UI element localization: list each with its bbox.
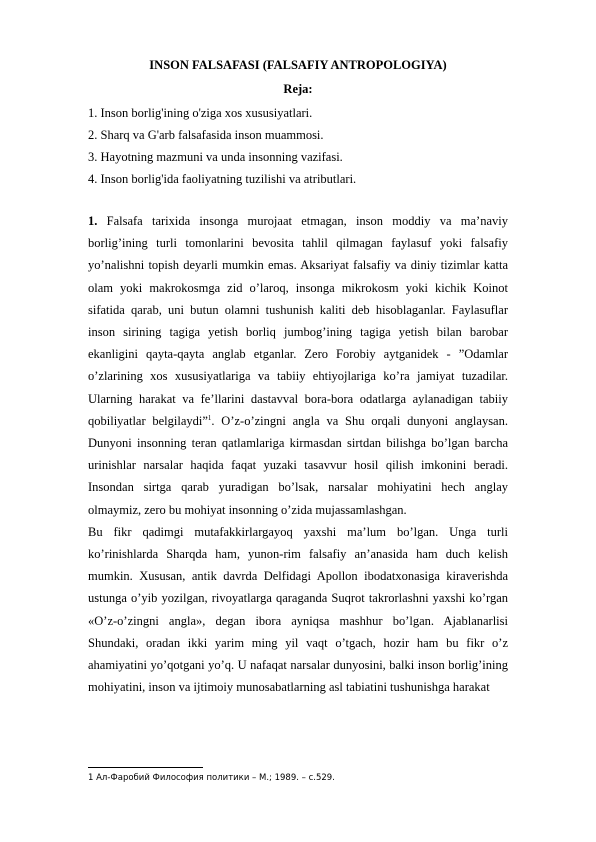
plan-item: 2. Sharq va G'arb falsafasida inson muammosi. <box>88 128 324 142</box>
plan-heading: Reja: <box>283 82 313 96</box>
paragraph-1-text-b: . O’z-o’zingni angla va Shu orqali dunyoni anglaysan. Dunyoni insonning teran qatlamlariga kirmasdan sirtdan bilishga bo’lgan barcha urinishlar narsalar haqida faqat yuzaki tasavvur hosil qilish imkonini beradi. Insondan sirtga qarab yuradigan bo’lsak, narsalar mohiyatini hech anglay olmaymiz, zero bu mohiyat insonning o’zida mujassamlashgan. <box>88 413 508 517</box>
plan-item: 1. Inson borlig'ining o'ziga xos xususiyatlari. <box>88 106 313 120</box>
body-paragraph-2: Bu fikr qadimgi mutafakkirlargayoq yaxshi ma’lum bo’lgan. Unga turli ko’rinishlarda Sharqda ham, yunon-rim falsafiy an’anasida ham duch kelish mumkin. Xususan, antik davrda Delfidagi Apollon ibodatxonasiga kiraverishda ustunga o’yib yozilgan, rivoyatlarga qaraganda Suqrot takrorlashni yaxshi ko’rgan «O’z-o’zingni angla», degan ibora ayniqsa mashhur bo’lgan. Ajablanarlisi Shundaki, oradan ikki yarim ming yil vaqt o’tgach, hozir ham bu fikr o’z ahamiyatini yo’qotgani yo’q. U nafaqat narsalar dunyosini, balki inson borlig’ining mohiyatini, inson va ijtimoiy munosabatlarning asl tabiatini tushunishga harakat <box>88 524 508 695</box>
paragraph-1-text-a: Falsafa tarixida insonga murojaat etmagan, inson moddiy va ma’naviy borlig’ining turli tomonlarini bevosita tahlil qilmagan faylasuf yoki falsafiy yo’nalishni topish deyarli mumkin emas. Aksariyat falsafiy va diniy tizimlar katta olam yoki makrokosmga zid o’laroq, insonga mikrokosm yoki kichik Koinot sifatida qarab, uni butun olamni tushunish kaliti deb hisoblaganlar. Faylasuflar inson sirining tagiga yetish borliq jumbog’ining tagiga yetish bilan barobar ekanligini qayta-qayta anglab etganlar. Zero Forobiy aytganidek - ”Odamlar o’zlarining xos xususiyatlariga va tabiiy ehtiyojlariga ko’ra jamiyat tuzadilar. Ularning harakat va fe’llarini dastavval bora-bora odatlarga aylanadigan tabiiy qobiliyatlar belgilaydi” <box>88 214 508 428</box>
document-page <box>88 56 508 698</box>
plan-list <box>88 102 508 190</box>
plan-item: 3. Hayotning mazmuni va unda insonning vazifasi. <box>88 150 343 164</box>
section-number: 1. <box>88 214 98 228</box>
footnote-text: 1 Ал-Фаробий Философия политики – М.; 1989. – с.529. <box>88 773 335 783</box>
body-paragraph-1 <box>88 210 508 521</box>
footnote-marker[interactable]: 1 <box>207 413 212 422</box>
footnote-separator <box>88 767 203 768</box>
plan-item: 4. Inson borlig'ida faoliyatning tuzilishi va atributlari. <box>88 172 357 186</box>
document-title: INSON FALSAFASI (FALSAFIY ANTROPOLOGIYA) <box>149 58 447 72</box>
